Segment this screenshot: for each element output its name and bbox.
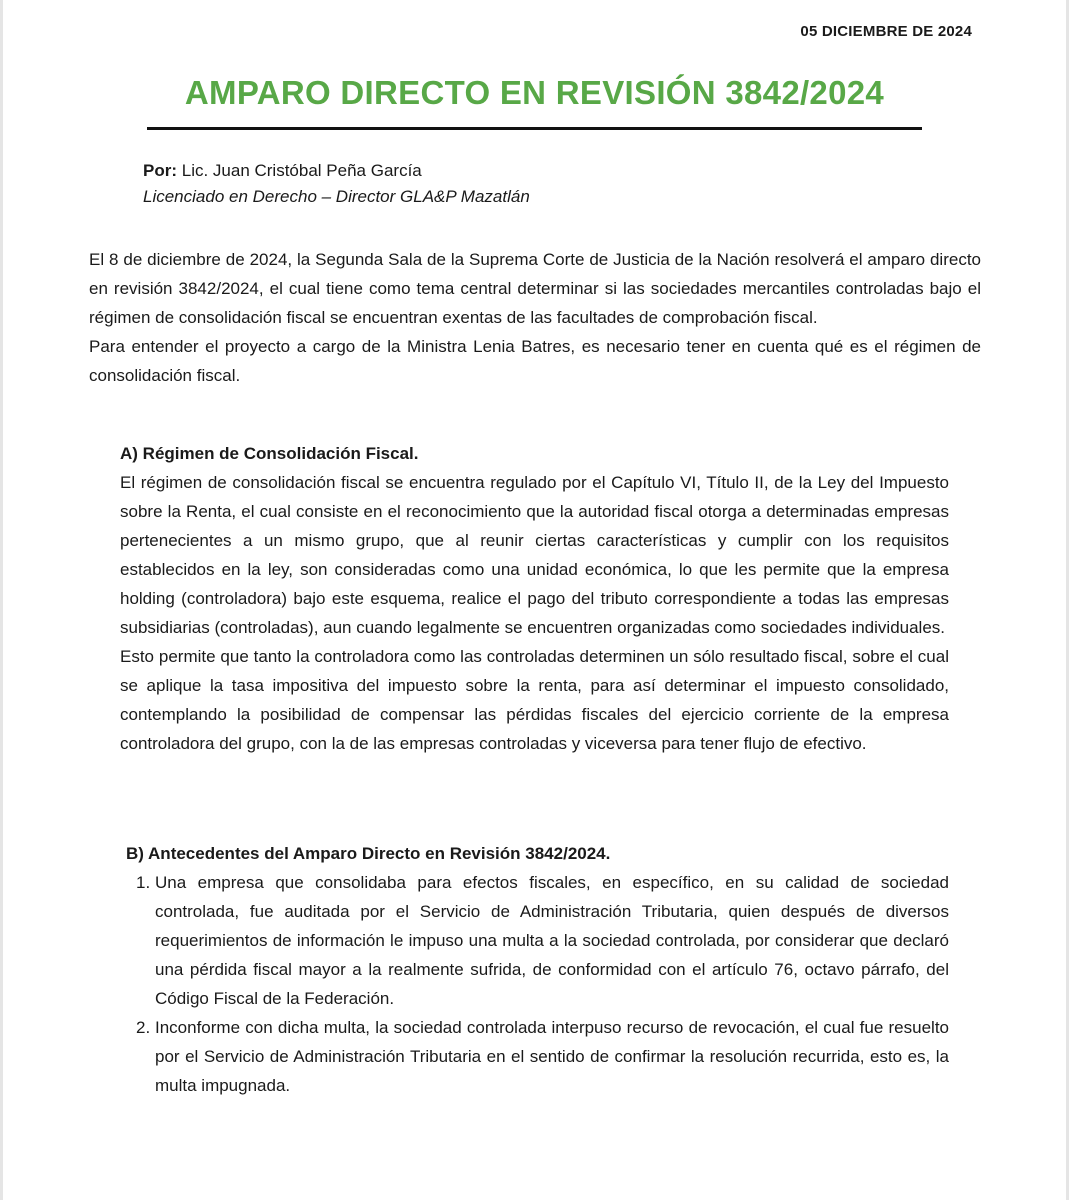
author-block [143,158,530,210]
list-item-number: 1. [136,873,151,892]
intro-paragraph-2: Para entender el proyecto a cargo de la Ministra Lenia Batres, es necesario tener en cuenta qué es el régimen de consolidación fiscal. [89,337,981,385]
author-line [143,158,530,184]
list-item [126,868,949,1013]
list-item-text: Inconforme con dicha multa, la sociedad controlada interpuso recurso de revocación, el cual fue resuelto por el Servicio de Administración Tributaria en el sentido de confirmar la resolución recurrida, esto es, la multa impugnada. [155,1018,949,1095]
author-role: Licenciado en Derecho – Director GLA&P Mazatlán [143,187,530,206]
list-item [126,1013,949,1100]
section-a-paragraph-2: Esto permite que tanto la controladora como las controladas determinen un sólo resultado fiscal, sobre el cual se aplique la tasa impositiva del impuesto sobre la renta, para así determinar el impuesto consolidado, contemplando la posibilidad de compensar las pérdidas fiscales del ejercicio corriente de la empresa controladora del grupo, con la de las empresas controladas y viceversa para tener flujo de efectivo. [120,647,949,753]
antecedents-list [126,868,949,1100]
section-b-heading: B) Antecedentes del Amparo Directo en Revisión 3842/2024. [126,844,611,863]
document-date: 05 DICIEMBRE DE 2024 [800,23,972,40]
author-name: Lic. Juan Cristóbal Peña García [181,161,422,180]
list-item-number: 2. [136,1018,151,1037]
intro-paragraph-1: El 8 de diciembre de 2024, la Segunda Sala de la Suprema Corte de Justicia de la Nación resolverá el amparo directo en revisión 3842/2024, el cual tiene como tema central determinar si las sociedades mercantiles controladas bajo el régimen de consolidación fiscal se encuentran exentas de las facultades de comprobación fiscal. [89,250,981,327]
section-b [126,839,949,1100]
page-edge-left [0,0,3,1200]
author-label: Por: [143,161,177,180]
title-divider [147,127,922,130]
list-item-text: Una empresa que consolidaba para efectos fiscales, en específico, en su calidad de sociedad controlada, fue auditada por el Servicio de Administración Tributaria, quien después de diversos requerimientos de información le impuso una multa a la sociedad controlada, por considerar que declaró una pérdida fiscal mayor a la realmente sufrida, de conformidad con el artículo 76, octavo párrafo, del Código Fiscal de la Federación. [155,873,949,1008]
section-a-paragraph-1: El régimen de consolidación fiscal se encuentra regulado por el Capítulo VI, Título II, de la Ley del Impuesto sobre la Renta, el cual consiste en el reconocimiento que la autoridad fiscal otorga a determinadas empresas pertenecientes a un mismo grupo, que al reunir ciertas características y cumplir con los requisitos establecidos en la ley, son consideradas como una unidad económica, lo que les permite que la empresa holding (controladora) bajo este esquema, realice el pago del tributo correspondiente a todas las empresas subsidiarias (controladas), aun cuando legalmente se encuentren organizadas como sociedades individuales. [120,473,949,637]
section-a [120,439,949,758]
document-title: AMPARO DIRECTO EN REVISIÓN 3842/2024 [184,74,885,111]
intro-section [89,245,981,390]
section-a-heading: A) Régimen de Consolidación Fiscal. [120,444,419,463]
